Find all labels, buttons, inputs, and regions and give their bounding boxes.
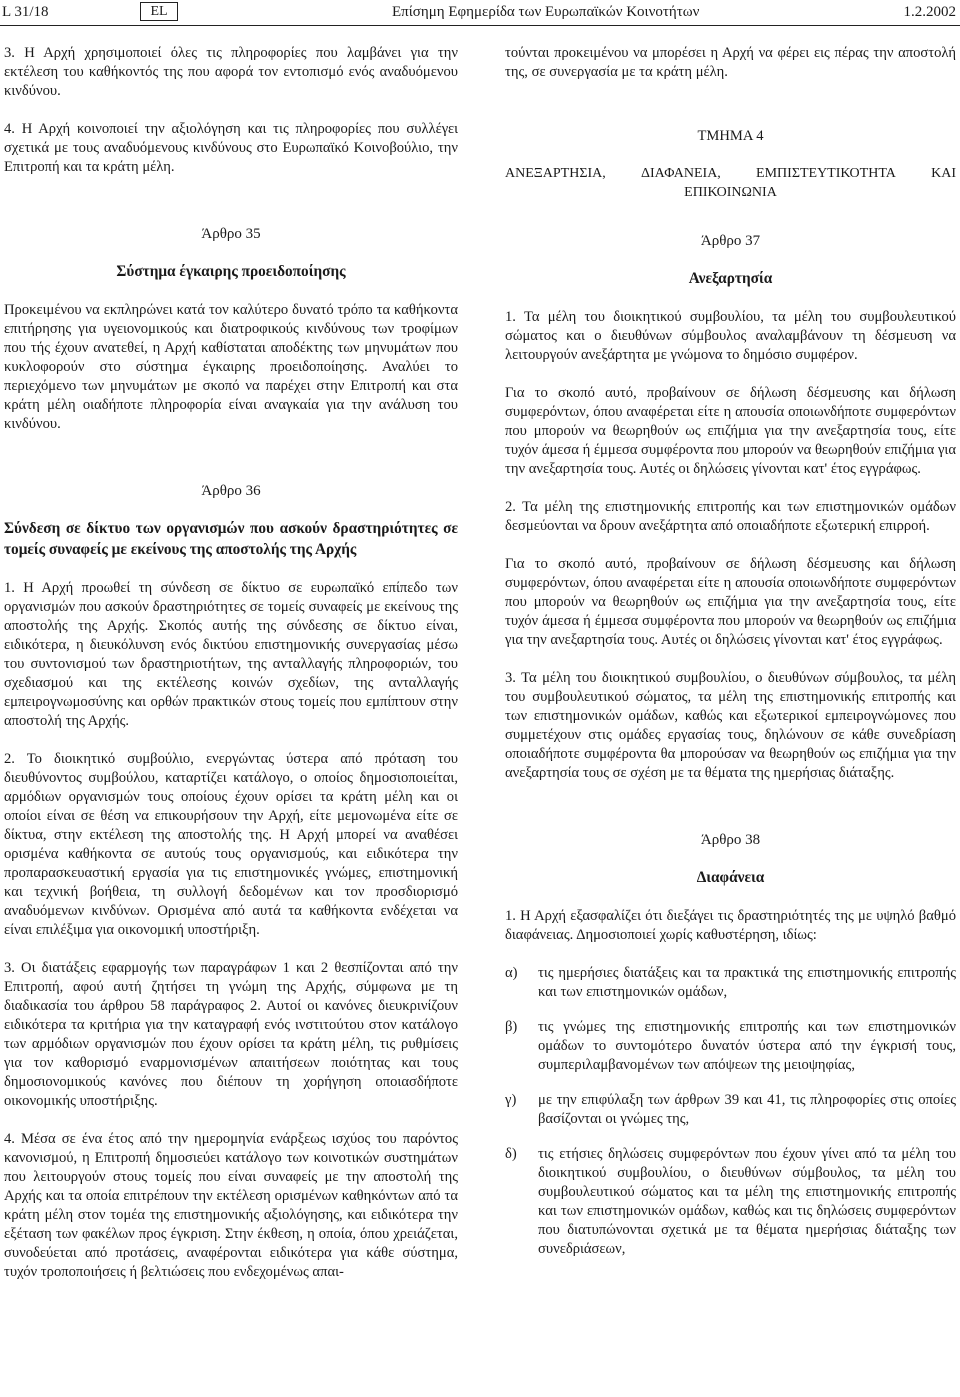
article-38-paragraph-1: 1. Η Αρχή εξασφαλίζει ότι διεξάγει τις δραστηριότητές της με υψηλό βαθμό διαφάνειας. Δημοσιοποιεί χωρίς καθυστέρηση, ιδίως: — [505, 908, 956, 943]
header-rule — [0, 25, 960, 26]
section-title-word: ΕΜΠΙΣΤΕΥΤΙΚΟΤΗΤΑ — [756, 166, 896, 181]
list-item — [505, 1018, 956, 1075]
article-36-number: Άρθρο 36 — [201, 483, 261, 499]
list-item-text: με την επιφύλαξη των άρθρων 39 και 41, τις πληροφορίες στις οποίες βασίζονται οι γνώμες της, — [538, 1092, 956, 1127]
section-title-line-2: ΕΠΙΚΟΙΝΩΝΙΑ — [684, 185, 777, 200]
journal-title: Επίσημη Εφημερίδα των Ευρωπαϊκών Κοινοτήτων — [392, 4, 700, 20]
article-35-paragraph: Προκειμένου να εκπληρώνει κατά τον καλύτερο δυνατό τρόπο τα καθήκοντα επιτήρησης για υγειονομικούς και διατροφικούς κινδύνους των τροφίμων που τής έχουν ανατεθεί, η Αρχή καθίσταται αποδέκτης των μηνυμάτων που κυκλοφορούν στο σύστημα έγκαιρης προειδοποίησης. Αναλύει το περιεχόμενο των μηνυμάτων με σκοπό να παρέχει στην Επιτροπή και στα κράτη μέλη οιαδήποτε πληροφορία είναι αναγκαία για την ανάλυση του κινδύνου. — [4, 302, 458, 432]
paragraph-3: 3. Η Αρχή χρησιμοποιεί όλες τις πληροφορίες που λαμβάνει για την εκτέλεση του καθήκοντός της που αφορά τον εντοπισμό ενός αναδυόμενου κινδύνου. — [4, 45, 458, 99]
section-title-line-1 — [505, 164, 956, 183]
section-title-word: ΚΑΙ — [931, 166, 956, 181]
article-36-paragraph-1: 1. Η Αρχή προωθεί τη σύνδεση σε δίκτυο σε ευρωπαϊκό επίπεδο των οργανισμών που ασκούν δραστηριότητες σε τομείς συναφείς με εκείνους της αποστολής της Αρχής. Σκοπός αυτής της σύνδεσης σε δίκτυο είναι, ειδικότερα, η διευκόλυνση ενός δικτύου επιστημονικής συνεργασίας μέσω του συντονισμού των δραστηριοτήτων, της ανταλλαγής πληροφοριών, του σχεδιασμού και της εκτέλεσης κοινών σχεδίων, της ανταλλαγής εμπειρογνωμοσύνης και ορθών πρακτικών στους τομείς που εμπίπτουν στην αποστολή της Αρχής. — [4, 580, 458, 729]
paragraph-4: 4. Η Αρχή κοινοποιεί την αξιολόγηση και τις πληροφορίες που συλλέγει σχετικά με τους αναδυόμενους κινδύνους στο Ευρωπαϊκό Κοινοβούλιο, την Επιτροπή και τα κράτη μέλη. — [4, 121, 458, 175]
article-36-paragraph-3: 3. Οι διατάξεις εφαρμογής των παραγράφων 1 και 2 θεσπίζονται από την Επιτροπή, αφού αυτή ζητήσει τη γνώμη της Αρχής, σύμφωνα με τη διαδικασία του άρθρου 58 παράγραφος 2. Αυτοί οι κανόνες διευκρινίζουν ειδικότερα τα κριτήρια για την καταγραφή ενός ινστιτούτου στον κατάλογο των αρμόδιων οργανισμών που έχουν ορίσει τα κράτη μέλη, τις ρυθμίσεις για τον καθορισμό εναρμονισμένων απαιτήσεων ποιότητας και τους δημοσιονομικούς κανόνες που διέπουν τη χορήγηση οποιασδήποτε οικονομικής υποστήριξης. — [4, 960, 458, 1109]
article-38-number: Άρθρο 38 — [700, 832, 761, 848]
list-item — [505, 1091, 956, 1129]
list-item-label: δ) — [505, 1146, 517, 1162]
section-title — [505, 164, 956, 202]
list-item-label: α) — [505, 965, 518, 981]
article-35-title: Σύστημα έγκαιρης προειδοποίησης — [116, 263, 346, 280]
page-header — [0, 0, 960, 26]
language-badge: EL — [140, 2, 178, 21]
article-37-paragraph-2b: Για το σκοπό αυτό, προβαίνουν σε δήλωση δέσμευσης και δήλωση συμφερόντων, όπου αναφέρεται είτε η απουσία οποιωνδήποτε συμφερόντων που μπορούν να θεωρηθούν ως επιζήμια για την ανεξαρτησία τους, είτε τυχόν άμεσα ή έμμεσα συμφέροντα που μπορούν να θεωρηθούν ως επιζήμια για την ανεξαρτησία τους. Αυτές οι δηλώσεις γίνονται κατ' έτος εγγράφως. — [505, 556, 956, 648]
article-35-number: Άρθρο 35 — [201, 226, 261, 242]
article-37-number: Άρθρο 37 — [700, 233, 761, 249]
article-36-paragraph-2: 2. Το διοικητικό συμβούλιο, ενεργώντας ύστερα από πρόταση του διευθύνοντος συμβούλου, καταρτίζει κατάλογο, ο οποίος δημοσιοποιείται, αρμόδιων οργανισμών τους οποίους έχουν ορίσει τα κράτη μέλη και οι οποίοι είναι σε θέση να επικουρήσουν την Αρχή, είτε μεμονωμένα είτε σε δίκτυα, στην εκτέλεση της αποστολής της. Η Αρχή μπορεί να αναθέσει ορισμένα καθήκοντα σε αυτούς τους οργανισμούς, και ειδικότερα την προπαρασκευαστική εργασία για τις επιστημονικές γνώμες, επιστημονική και τεχνική βοήθεια, τη συλλογή δεδομένων και τον προσδιορισμό αναδυόμενων κινδύνων. Ορισμένα από αυτά τα καθήκοντα ενδέχεται να είναι επιλέξιμα για οικονομική υποστήριξη. — [4, 751, 458, 938]
section-title-word: ΔΙΑΦΑΝΕΙΑ, — [641, 166, 721, 181]
article-37-paragraph-3: 3. Τα μέλη του διοικητικού συμβουλίου, ο διευθύνων σύμβουλος, τα μέλη του συμβουλευτικού σώματος, τα μέλη της επιστημονικής επιτροπής και των επιστημονικών ομάδων, καθώς και εξωτερικοί εμπειρογνώμονες που συμμετέχουν στις ομάδες εργασίας τους, δηλώνουν σε κάθε συνεδρίαση οποιαδήποτε συμφέροντα θα μπορούσαν να θεωρηθούν ως επιζήμια για την ανεξαρτησία τους σε σχέση με τα θέματα της ημερήσιας διάταξης. — [505, 670, 956, 781]
list-item-label: β) — [505, 1019, 518, 1035]
list-item-text: τις γνώμες της επιστημονικής επιτροπής και των επιστημονικών ομάδων το συντομότερο δυνατόν ύστερα από την έγκρισή τους, συμπεριλαμβανομένων των απόψεων της μειοψηφίας, — [538, 1019, 956, 1073]
article-38-title: Διαφάνεια — [696, 869, 765, 886]
list-item-label: γ) — [505, 1092, 517, 1108]
article-37-paragraph-2: 2. Τα μέλη της επιστημονικής επιτροπής και των επιστημονικών ομάδων δεσμεύονται να δρουν ανεξάρτητα από οποιαδήποτε εξωτερική επιρροή. — [505, 499, 956, 534]
article-36-title: Σύνδεση σε δίκτυο των οργανισμών που ασκούν δραστηριότητες σε τομείς συναφείς με εκείνους της αποστολής της Αρχής — [4, 520, 458, 558]
article-37-paragraph-1b: Για το σκοπό αυτό, προβαίνουν σε δήλωση δέσμευσης και δήλωση συμφερόντων, όπου αναφέρεται είτε η απουσία οποιωνδήποτε συμφερόντων που μπορούν να θεωρηθούν ως επιζήμια για την ανεξαρτησία τους, είτε τυχόν άμεσα ή έμμεσα συμφέροντα που μπορούν να θεωρηθούν επιζήμια για την ανεξαρτησία τους. Αυτές οι δηλώσεις γίνονται κατ' έτος εγγράφως. — [505, 385, 956, 477]
section-title-word: ΑΝΕΞΑΡΤΗΣΙΑ, — [505, 166, 606, 181]
right-column — [505, 44, 956, 1394]
article-37-title: Ανεξαρτησία — [688, 270, 773, 287]
left-column — [4, 44, 458, 1394]
issue-date: 1.2.2002 — [903, 4, 956, 20]
article-36-paragraph-4: 4. Μέσα σε ένα έτος από την ημερομηνία ενάρξεως ισχύος του παρόντος κανονισμού, η Επιτροπή δημοσιεύει κατάλογο των κοινοτικών συστημάτων που λειτουργούν στους τομείς που είναι συναφείς με την αποστολή της Αρχής και τα οποία επιτρέπουν την εκτέλεση ορισμένων καθηκόντων από τα κράτη μέλη στον τομέα της επιστημονικής αξιολόγησης, και ειδικότερα την εξέταση των φακέλων προς έγκριση. Στην έκθεση, η οποία, όπου χρειάζεται, συνοδεύεται από προτάσεις, αναφέρονται ειδικότερα για κάθε σύστημα, τυχόν τροποποιήσεις ή βελτιώσεις που ενδεχομένως απαι- — [4, 1131, 458, 1280]
section-number: ΤΜΗΜΑ 4 — [697, 128, 764, 144]
list-item — [505, 1145, 956, 1259]
page-reference: L 31/18 — [2, 4, 49, 20]
list-item-text: τις ετήσιες δηλώσεις συμφερόντων που έχουν γίνει από τα μέλη του διοικητικού συμβουλίου, ο διευθύνων σύμβουλος, τα μέλη του συμβουλευτικού σώματος και τα μέλη της επιστημονικής επιτροπής και των επιστημονικών ομάδων, καθώς και τις δηλώσεις συμφερόντων που διατυπώνονται σχετικά με τα θέματα ημερήσιας διάταξης των συνεδριάσεων, — [538, 1146, 956, 1257]
continued-paragraph: τούνται προκειμένου να μπορέσει η Αρχή να φέρει εις πέρας την αποστολή της, σε συνεργασία με τα κράτη μέλη. — [505, 45, 956, 80]
article-37-paragraph-1: 1. Τα μέλη του διοικητικού συμβουλίου, τα μέλη του συμβουλευτικού σώματος και ο διευθύνων σύμβουλος αναλαμβάνουν τη δέσμευση να λειτουργούν ανεξάρτητα με γνώμονα το δημόσιο συμφέρον. — [505, 309, 956, 363]
list-item-text: τις ημερήσιες διατάξεις και τα πρακτικά της επιστημονικής επιτροπής και των επιστημονικών ομάδων, — [538, 965, 956, 1000]
list-item — [505, 964, 956, 1002]
article-38-list — [505, 964, 956, 1259]
